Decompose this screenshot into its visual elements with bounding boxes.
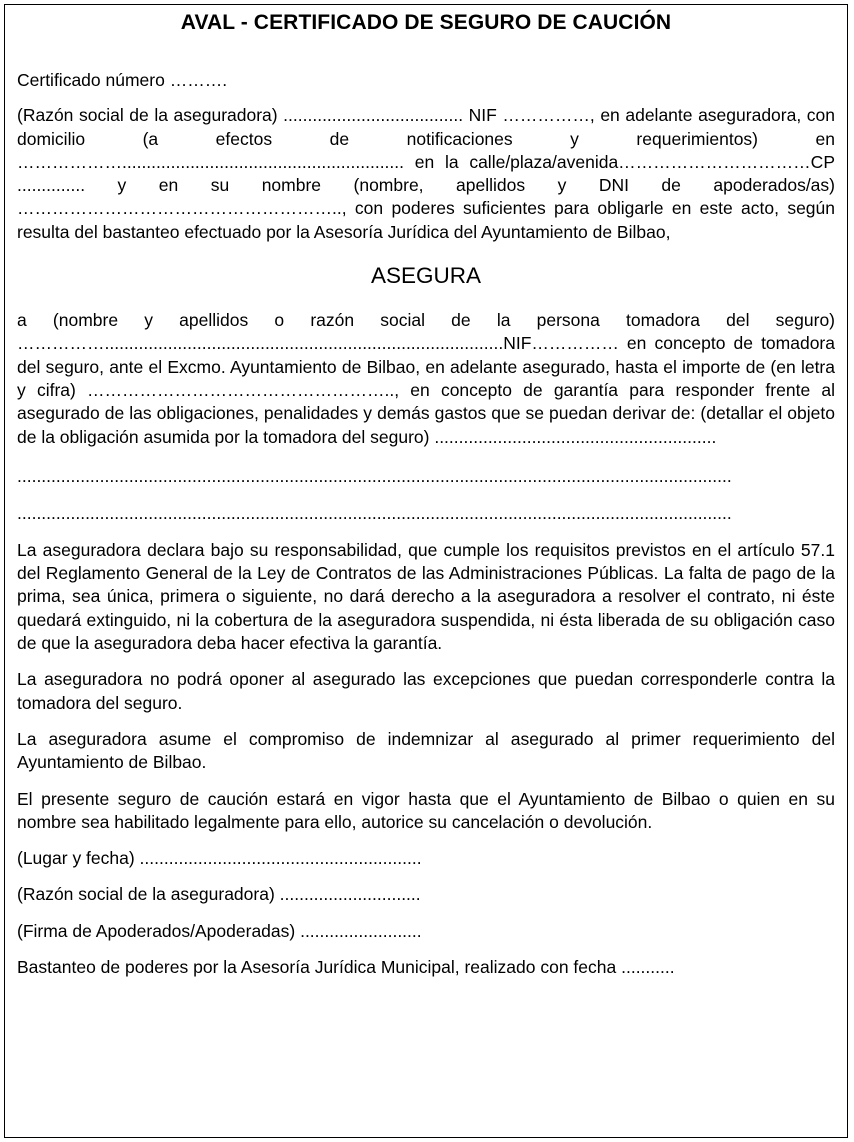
intro-paragraph: (Razón social de la aseguradora) ..................................... NIF ……………, en adelante aseguradora, con domicilio (a efectos de notificaciones y requerimientos) en ……………….......................................................... en la calle/plaza/avenida……………………………CP .............. y en su nombre (nombre, apellidos y DNI de apoderados/as) ……………………………………………….., con poderes suficientes para obligarle en este acto, según resulta del bastanteo efectuado por la Asesoría Jurídica del Ayuntamiento de Bilbao,	[17, 105, 835, 242]
bastanteo-line: Bastanteo de poderes por la Asesoría Jurídica Municipal, realizado con fecha ...........	[17, 957, 675, 978]
signature-line: (Firma de Apoderados/Apoderadas) .........................	[17, 920, 422, 941]
exceptions-paragraph: La aseguradora no podrá oponer al asegurado las excepciones que puedan corresponderle contra la tomadora del seguro.	[17, 669, 835, 713]
certificate-number-line: Certificado número ……….	[17, 70, 228, 90]
dotted-line-2: ...................................................................................................................................................	[17, 502, 732, 523]
declaration-paragraph: La aseguradora declara bajo su responsabilidad, que cumple los requisitos previstos en el artículo 57.1 del Reglamento General de la Ley de Contratos de las Administraciones Públicas. La falta de pago de la prima, sea única, primera o siguiente, no dará derecho a la aseguradora a resolver el contrato, ni éste quedará extinguido, ni la cobertura de la aseguradora suspendida, ni ésta liberada de su obligación caso de que la aseguradora deba hacer efectiva la garantía.	[17, 539, 835, 654]
insurer-name-line: (Razón social de la aseguradora) .............................	[17, 884, 421, 905]
commitment-paragraph: La aseguradora asume el compromiso de indemnizar al asegurado al primer requerimiento del Ayuntamiento de Bilbao.	[17, 728, 835, 773]
asegura-paragraph: a (nombre y apellidos o razón social de la persona tomadora del seguro) ……………..................................................................................NIF…………… en concepto de tomadora del seguro, ante el Excmo. Ayuntamiento de Bilbao, en adelante asegurado, hasta el importe de (en letra y cifra) …………………………………………….., en concepto de garantía para responder frente al asegurado de las obligaciones, penalidades y demás gastos que se puedan derivar de: (detallar el objeto de la obligación asumida por la tomadora del seguro) ..........................................................	[17, 310, 835, 447]
certificate-document	[4, 4, 848, 1138]
place-date-line: (Lugar y fecha) ..........................................................	[17, 848, 422, 869]
asegura-heading: ASEGURA	[370, 263, 482, 289]
validity-paragraph: El presente seguro de caución estará en vigor hasta que el Ayuntamiento de Bilbao o quien en su nombre sea habilitado legalmente para ello, autorice su cancelación o devolución.	[17, 788, 835, 832]
document-title: AVAL - CERTIFICADO DE SEGURO DE CAUCIÓN	[180, 11, 672, 34]
dotted-line-1: ...................................................................................................................................................	[17, 465, 732, 486]
